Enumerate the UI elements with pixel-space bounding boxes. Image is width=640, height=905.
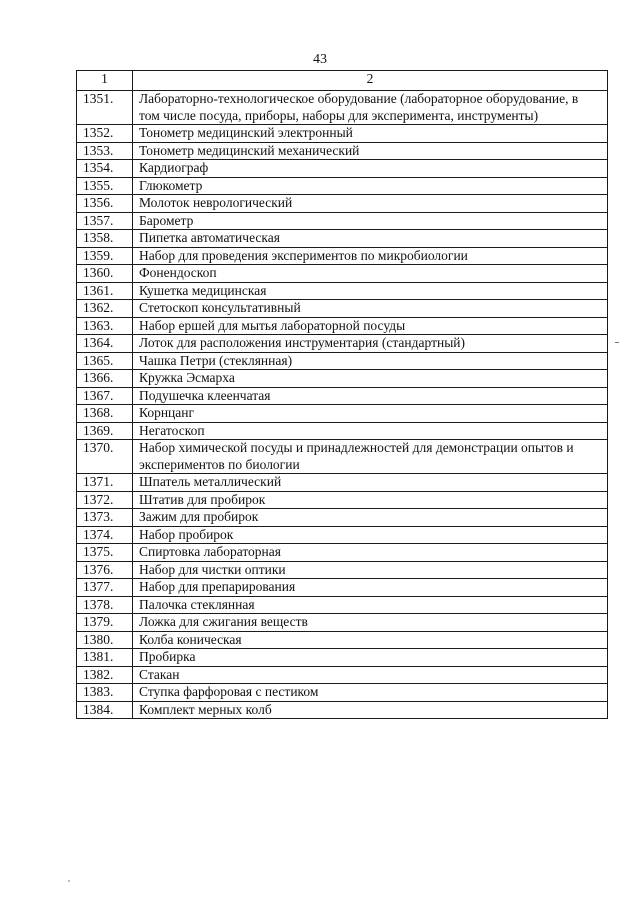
row-name-cell: Набор пробирок <box>133 526 608 544</box>
row-number-cell: 1358. <box>77 230 133 248</box>
row-number-cell: 1352. <box>77 125 133 143</box>
row-name-cell: Кардиограф <box>133 160 608 178</box>
row-name-cell: Подушечка клеенчатая <box>133 387 608 405</box>
margin-mark <box>615 342 619 343</box>
row-number-cell: 1363. <box>77 317 133 335</box>
table-row <box>77 230 608 248</box>
row-number-cell: 1381. <box>77 649 133 667</box>
row-name-cell: Кушетка медицинская <box>133 282 608 300</box>
row-name-cell: Молоток неврологический <box>133 195 608 213</box>
row-name-cell: Набор ершей для мытья лабораторной посуды <box>133 317 608 335</box>
row-name-cell: Ступка фарфоровая с пестиком <box>133 684 608 702</box>
row-number-cell: 1383. <box>77 684 133 702</box>
table-row <box>77 282 608 300</box>
table-row <box>77 300 608 318</box>
table-row <box>77 579 608 597</box>
row-name-cell: Палочка стеклянная <box>133 596 608 614</box>
row-number-cell: 1362. <box>77 300 133 318</box>
table-row <box>77 596 608 614</box>
table-row <box>77 125 608 143</box>
row-name-cell: Лабораторно-технологическое оборудование (лабораторное оборудование, в том числе посуда, приборы, наборы для эксперимента, инструменты) <box>133 91 608 125</box>
table-row <box>77 370 608 388</box>
row-number-cell: 1357. <box>77 212 133 230</box>
table-row <box>77 631 608 649</box>
row-name-cell: Пипетка автоматическая <box>133 230 608 248</box>
row-number-cell: 1355. <box>77 177 133 195</box>
row-number-cell: 1367. <box>77 387 133 405</box>
row-number-cell: 1371. <box>77 474 133 492</box>
row-number-cell: 1384. <box>77 701 133 719</box>
table-row <box>77 335 608 353</box>
table-row <box>77 491 608 509</box>
row-number-cell: 1351. <box>77 91 133 125</box>
row-name-cell: Набор для препарирования <box>133 579 608 597</box>
row-name-cell: Фонендоскоп <box>133 265 608 283</box>
row-number-cell: 1370. <box>77 440 133 474</box>
row-name-cell: Барометр <box>133 212 608 230</box>
table-row <box>77 195 608 213</box>
row-number-cell: 1364. <box>77 335 133 353</box>
row-name-cell: Штатив для пробирок <box>133 491 608 509</box>
row-number-cell: 1353. <box>77 142 133 160</box>
row-number-cell: 1361. <box>77 282 133 300</box>
row-name-cell: Зажим для пробирок <box>133 509 608 527</box>
row-number-cell: 1360. <box>77 265 133 283</box>
row-number-cell: 1366. <box>77 370 133 388</box>
table-row <box>77 666 608 684</box>
table-row <box>77 526 608 544</box>
row-number-cell: 1372. <box>77 491 133 509</box>
table-row <box>77 265 608 283</box>
row-number-cell: 1380. <box>77 631 133 649</box>
table-row <box>77 247 608 265</box>
table-row <box>77 387 608 405</box>
items-table <box>76 70 608 719</box>
table-row <box>77 142 608 160</box>
table-row <box>77 474 608 492</box>
row-name-cell: Стетоскоп консультативный <box>133 300 608 318</box>
row-number-cell: 1368. <box>77 405 133 423</box>
row-name-cell: Кружка Эсмарха <box>133 370 608 388</box>
row-number-cell: 1365. <box>77 352 133 370</box>
column-header-name: 2 <box>133 71 608 91</box>
table-row <box>77 544 608 562</box>
table-row <box>77 440 608 474</box>
row-name-cell: Пробирка <box>133 649 608 667</box>
row-name-cell: Стакан <box>133 666 608 684</box>
table-row <box>77 160 608 178</box>
table-row <box>77 177 608 195</box>
row-number-cell: 1376. <box>77 561 133 579</box>
row-number-cell: 1377. <box>77 579 133 597</box>
table-row <box>77 649 608 667</box>
row-number-cell: 1375. <box>77 544 133 562</box>
table-row <box>77 405 608 423</box>
table-row <box>77 614 608 632</box>
row-name-cell: Чашка Петри (стеклянная) <box>133 352 608 370</box>
row-number-cell: 1354. <box>77 160 133 178</box>
row-name-cell: Набор химической посуды и принадлежностей для демонстрации опытов и экспериментов по биологии <box>133 440 608 474</box>
row-number-cell: 1356. <box>77 195 133 213</box>
scan-speck <box>68 880 70 882</box>
row-name-cell: Корнцанг <box>133 405 608 423</box>
row-name-cell: Тонометр медицинский механический <box>133 142 608 160</box>
row-name-cell: Колба коническая <box>133 631 608 649</box>
row-number-cell: 1373. <box>77 509 133 527</box>
row-name-cell: Комплект мерных колб <box>133 701 608 719</box>
row-number-cell: 1382. <box>77 666 133 684</box>
table-row <box>77 91 608 125</box>
row-number-cell: 1369. <box>77 422 133 440</box>
row-name-cell: Набор для чистки оптики <box>133 561 608 579</box>
row-name-cell: Набор для проведения экспериментов по микробиологии <box>133 247 608 265</box>
table-row <box>77 422 608 440</box>
table-row <box>77 317 608 335</box>
table-row <box>77 509 608 527</box>
table-row <box>77 212 608 230</box>
row-name-cell: Негатоскоп <box>133 422 608 440</box>
row-name-cell: Ложка для сжигания веществ <box>133 614 608 632</box>
table-body <box>77 91 608 719</box>
row-name-cell: Шпатель металлический <box>133 474 608 492</box>
row-name-cell: Спиртовка лабораторная <box>133 544 608 562</box>
row-number-cell: 1374. <box>77 526 133 544</box>
column-header-number: 1 <box>77 71 133 91</box>
table-header-row <box>77 71 608 91</box>
row-name-cell: Лоток для расположения инструментария (стандартный) <box>133 335 608 353</box>
row-number-cell: 1379. <box>77 614 133 632</box>
table-row <box>77 352 608 370</box>
table-row <box>77 684 608 702</box>
row-number-cell: 1378. <box>77 596 133 614</box>
page-number: 43 <box>313 52 327 67</box>
table-header <box>77 71 608 91</box>
row-name-cell: Глюкометр <box>133 177 608 195</box>
row-number-cell: 1359. <box>77 247 133 265</box>
row-name-cell: Тонометр медицинский электронный <box>133 125 608 143</box>
table-row <box>77 561 608 579</box>
table-row <box>77 701 608 719</box>
